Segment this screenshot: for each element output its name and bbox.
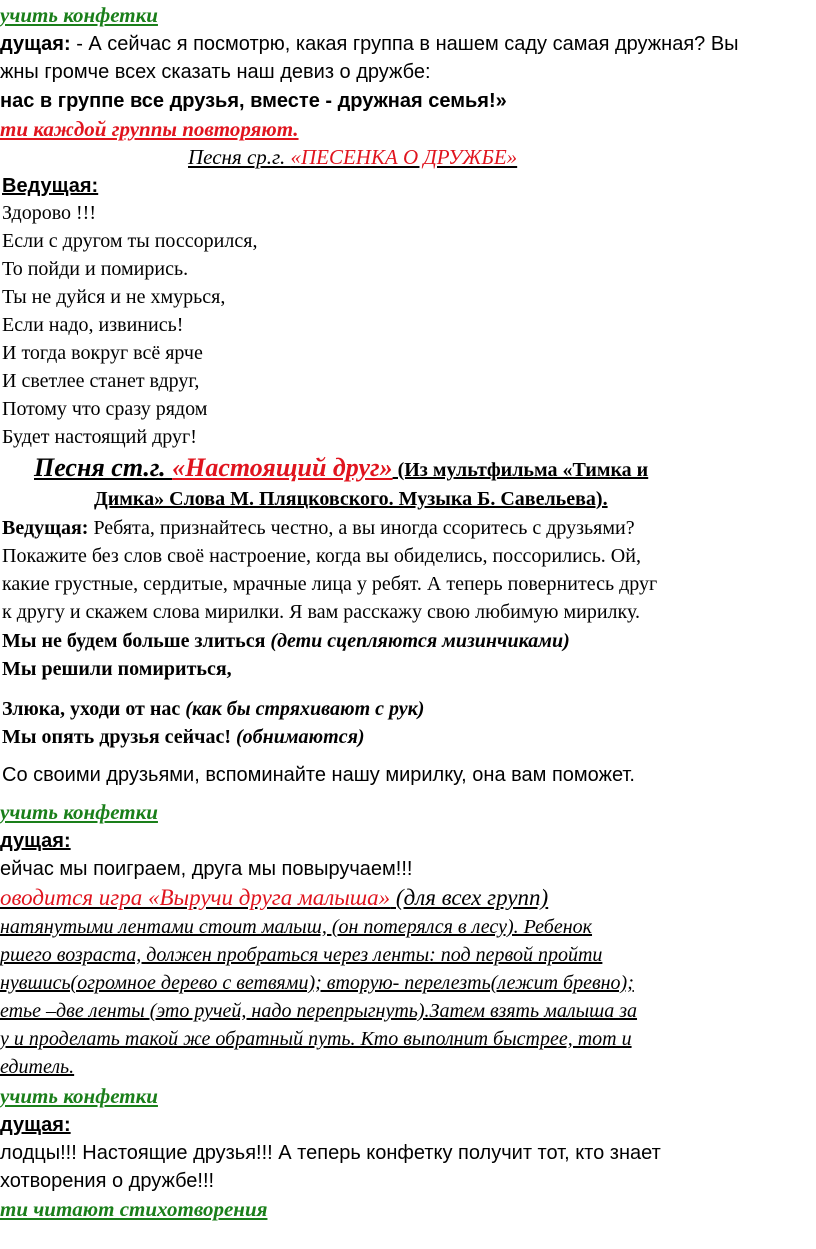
song-name: «Настоящий друг»	[172, 453, 393, 482]
game-description-line: етье –две ленты (это ручей, надо перепрыгнуть).Затем взять малыша за	[0, 1000, 638, 1022]
host-line	[0, 34, 739, 54]
song-label: Песня ср.г.	[188, 145, 291, 169]
song-title-2	[34, 455, 648, 481]
host-label: Ведущая:	[2, 175, 99, 197]
song-label: Песня ст.г.	[34, 453, 173, 482]
get-candies-note: учить конфетки	[0, 800, 158, 824]
mirilka-line	[2, 727, 365, 747]
game-name: оводится игра «Выручи друга малыша»	[0, 885, 391, 910]
host-text: - А сейчас я посмотрю, какая группа в нашем саду самая дружная? Вы	[70, 33, 739, 55]
mirilka-text: Мы не будем больше злиться	[2, 630, 271, 652]
poem-line: Если с другом ты поссорился,	[2, 230, 258, 252]
poem-line: Потому что сразу рядом	[2, 398, 208, 420]
poem-line: И тогда вокруг всё ярче	[2, 342, 203, 364]
game-description-line: нувшись(огромное дерево с ветвями); вторую- перелезть(лежит бревно);	[0, 972, 634, 994]
mirilka-line: Мы решили помириться,	[2, 658, 232, 680]
get-candies-note: учить конфетки	[0, 1084, 158, 1108]
song-title-1	[188, 147, 517, 168]
game-description-line: у и проделать такой же обратный путь. Кто выполнит быстрее, тот и	[0, 1028, 632, 1050]
host-text-line: ейчас мы поиграем, друга мы повыручаем!!!	[0, 858, 413, 880]
paragraph-line: какие грустные, сердитые, мрачные лица у ребят. А теперь повернитесь друг	[2, 573, 658, 595]
song-credits: Димка» Слова М. Пляцковского. Музыка Б. Савельева).	[94, 488, 608, 510]
poem-line: Здорово !!!	[2, 202, 96, 224]
host-text-line: хотворения о дружбе!!!	[0, 1170, 215, 1192]
host-text: Ребята, признайтесь честно, а вы иногда ссоритесь с друзьями?	[88, 517, 635, 539]
host-text-line: лодцы!!! Настоящие друзья!!! А теперь конфетку получит тот, кто знает	[0, 1142, 661, 1164]
host-label: дущая:	[0, 830, 71, 852]
host-label: Ведущая:	[2, 517, 89, 539]
host-text-line: жны громче всех сказать наш девиз о дружбе:	[0, 61, 431, 83]
paragraph-line: к другу и скажем слова мирилки. Я вам расскажу свою любимую мирилку.	[2, 601, 640, 623]
game-description-line: натянутыми лентами стоит малыш, (он потерялся в лесу). Ребенок	[0, 916, 593, 938]
mirilka-action: (обнимаются)	[235, 726, 365, 748]
game-description-line: ршего возраста, должен пробраться через ленты: под первой пройти	[0, 944, 603, 966]
host-label: дущая:	[0, 33, 71, 55]
game-audience: (для всех групп)	[390, 885, 549, 910]
host-paragraph	[2, 518, 635, 538]
poem-line: Будет настоящий друг!	[2, 426, 197, 448]
game-description-line: едитель.	[0, 1056, 75, 1078]
mirilka-line	[2, 699, 424, 719]
poem-line: И светлее станет вдруг,	[2, 370, 200, 392]
mirilka-line	[2, 631, 570, 651]
repeat-note: ти каждой группы повторяют.	[0, 117, 299, 141]
mirilka-action: (как бы стряхивают с рук)	[185, 698, 425, 720]
host-text-line: Со своими друзьями, вспоминайте нашу мирилку, она вам поможет.	[2, 764, 635, 786]
poem-line: Если надо, извинись!	[2, 314, 184, 336]
poems-note: ти читают стихотворения	[0, 1197, 268, 1221]
mirilka-text: Мы опять друзья сейчас!	[2, 726, 236, 748]
song-credits: (Из мультфильма «Тимка и	[392, 459, 649, 481]
poem-line: Ты не дуйся и не хмурься,	[2, 286, 226, 308]
game-title	[0, 886, 548, 909]
mirilka-action: (дети сцепляются мизинчиками)	[270, 630, 570, 652]
get-candies-note: учить конфетки	[0, 3, 158, 27]
song-name: «ПЕСЕНКА О ДРУЖБЕ»	[290, 145, 518, 169]
motto: нас в группе все друзья, вместе - дружная семья!»	[0, 90, 507, 112]
mirilka-text: Злюка, уходи от нас	[2, 698, 186, 720]
poem-line: То пойди и помирись.	[2, 258, 189, 280]
host-label: дущая:	[0, 1114, 71, 1136]
paragraph-line: Покажите без слов своё настроение, когда вы обиделись, поссорились. Ой,	[2, 545, 641, 567]
